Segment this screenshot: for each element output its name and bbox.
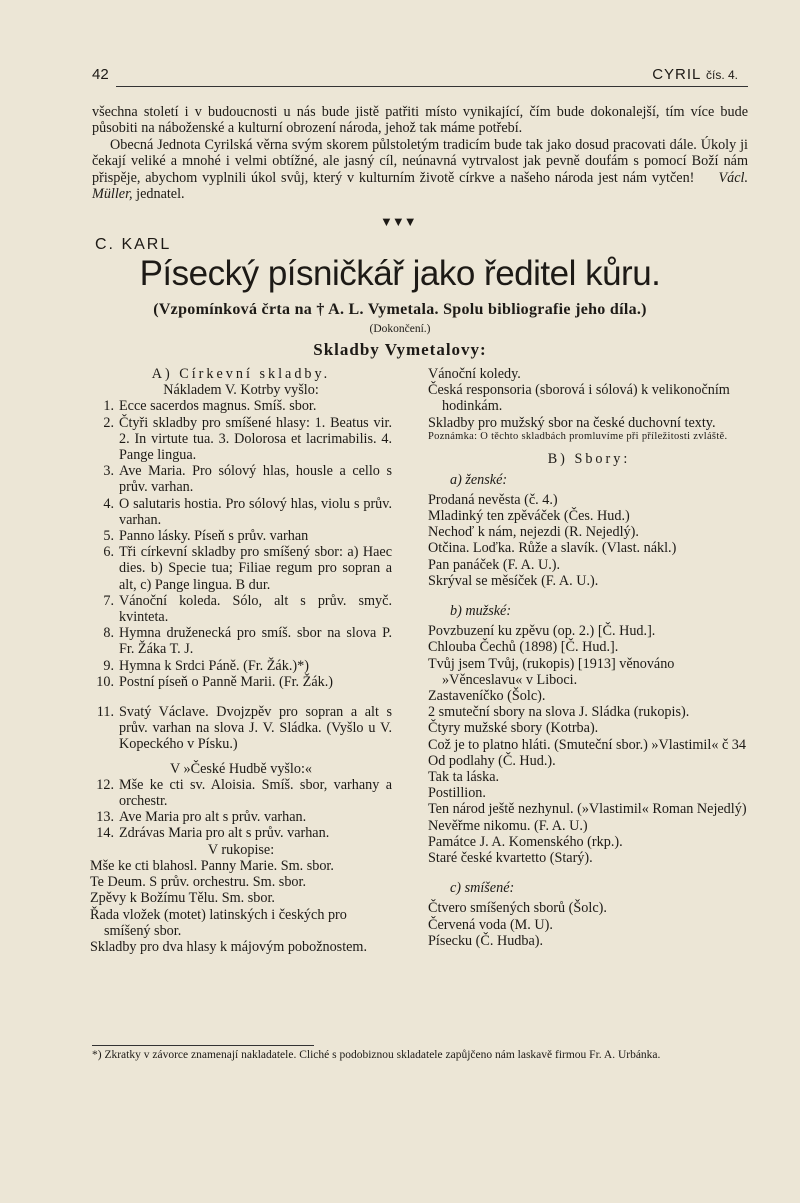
section-heading: Skladby Vymetalovy: — [313, 340, 487, 359]
list-item — [90, 463, 392, 495]
article-author: C. KARL — [95, 236, 172, 253]
list-item: Červená voda (M. U). — [428, 916, 553, 933]
intro-paragraph-2 — [92, 137, 748, 203]
item-text: Svatý Václave. Dvojzpěv pro sopran a alt s prův. varhan na slova J. V. Sládka. (Vyšlo u V. Kopeckého v Písku.) — [119, 704, 392, 753]
list-item — [90, 544, 392, 593]
list-item: 2 smuteční sbory na slova J. Sládka (rukopis). — [428, 704, 690, 721]
list-item: Te Deum. S prův. orchestru. Sm. sbor. — [90, 874, 306, 891]
manuscript-heading: V rukopise: — [207, 841, 275, 858]
page-header — [92, 66, 748, 90]
signature-role: jednatel. — [136, 186, 185, 203]
item-text: O salutaris hostia. Pro sólový hlas, violu s prův. varhan. — [119, 495, 392, 528]
list-item: Ten národ ještě nezhynul. (»Vlastimil« Roman Nejedlý) — [428, 801, 747, 818]
list-item: Chlouba Čechů (1898) [Č. Hud.]. — [428, 639, 619, 656]
list-item — [90, 398, 392, 414]
left-heading: A) Církevní skladby. — [151, 366, 331, 382]
list-item — [90, 593, 392, 625]
female-choirs-list — [428, 492, 750, 589]
list-item — [90, 777, 392, 809]
item-number: 9. — [103, 657, 114, 674]
item-number: 2. — [103, 414, 114, 431]
list-item: Čtyry mužské sbory (Kotrba). — [428, 720, 599, 737]
item-text: Hymna k Srdci Páně. (Fr. Žák.)*) — [119, 657, 309, 674]
publisher-line: Nákladem V. Kotrby vyšlo: — [163, 382, 319, 399]
item-number: 1. — [103, 398, 114, 415]
spacer — [90, 690, 392, 704]
item-number: 14. — [96, 825, 114, 842]
list-item: Řada vložek (motet) latinských i českých pro smíšený sbor. — [90, 906, 347, 939]
header-rule — [116, 86, 748, 87]
list-item: Otčina. Loďka. Růže a slavík. (Vlast. nákl.) — [428, 540, 677, 557]
note: Poznámka: O těchto skladbách promluvíme při příležitosti zvláště. — [428, 430, 728, 442]
list-item: Zastaveníčko (Šolc). — [428, 687, 546, 704]
list-item — [90, 825, 392, 841]
male-choirs-heading: b) mužské: — [450, 602, 512, 619]
list-item: Postillion. — [428, 785, 486, 802]
item-text: Ave Maria. Pro sólový hlas, housle a cello s prův. varhan. — [119, 463, 392, 496]
list-item: Tak ta láska. — [428, 768, 500, 785]
list-item — [90, 704, 392, 753]
list-item — [90, 528, 392, 544]
list-item: Mladinký ten zpěváček (Čes. Hud.) — [428, 507, 630, 524]
spacer — [428, 866, 750, 880]
intro-paragraph-2-text: Obecná Jednota Cyrilská věrna svým skorem půlstoletým tradicím bude tak jako dosud pracovati dále. Úkoly ji čekají veliké a mnohé i velmi obtížné, ale jasný cíl, neúnavná vytrvalost jak pevně doufám s pomocí Boží nám přispěje, abychom vyplnili úkol svůj, který v kulturním životě církve a našeho národa jest nám vytčen! — [92, 136, 748, 186]
list-item: Nevěřme nikomu. (F. A. U.) — [428, 817, 588, 834]
item-number: 5. — [103, 528, 114, 545]
item-number: 6. — [103, 544, 114, 561]
article-subtitle: (Vzpomínková črta na † A. L. Vymetala. Spolu bibliografie jeho díla.) — [153, 301, 647, 318]
list-item: Což je to platno hláti. (Smuteční sbor.) »Vlastimil« č 34 — [428, 736, 746, 753]
intro-text — [92, 104, 748, 202]
list-item — [90, 496, 392, 528]
female-choirs-heading: a) ženské: — [450, 471, 508, 488]
list-item: Pan panáček (F. A. U.). — [428, 556, 561, 573]
list-item — [90, 415, 392, 464]
spacer — [428, 443, 750, 451]
list-item: Tvůj jsem Tvůj, (rukopis) [1913] věnováno »Věnceslavu« v Liboci. — [428, 655, 675, 688]
male-choirs-list — [428, 623, 750, 866]
list-item: Staré české kvartetto (Starý). — [428, 849, 593, 866]
list-item — [90, 809, 392, 825]
list-item: Nechoď k nám, nejezdi (R. Nejedlý). — [428, 524, 639, 541]
list-item: Od podlahy (Č. Hud.). — [428, 752, 556, 769]
item-number: 11. — [96, 704, 114, 721]
ceske-hudbe-heading: V »České Hudbě vyšlo:« — [170, 760, 312, 777]
item-text: Postní píseň o Panně Marii. (Fr. Žák.) — [119, 673, 333, 690]
concluded-note: (Dokončení.) — [369, 323, 431, 335]
other-works-list — [428, 366, 750, 431]
issue-number: čís. 4. — [705, 68, 738, 82]
right-column — [428, 366, 750, 949]
list-item: Památce J. A. Komenského (rkp.). — [428, 833, 623, 850]
item-text: Hymna druženecká pro smíš. sbor na slova P. Fr. Žáka T. J. — [119, 625, 392, 658]
spacer — [428, 589, 750, 603]
journal-title — [652, 66, 738, 83]
list-item: Prodaná nevěsta (č. 4.) — [428, 491, 558, 508]
list-item: Skrýval se měsíček (F. A. U.). — [428, 572, 599, 589]
list-item: Mše ke cti blahosl. Panny Marie. Sm. sbor. — [90, 857, 334, 874]
item-number: 3. — [103, 463, 114, 480]
list-item: Skladby pro dva hlasy k májovým pobožnostem. — [90, 938, 368, 955]
list-item — [90, 625, 392, 657]
item-number: 4. — [103, 495, 114, 512]
item-text: Vánoční koleda. Sólo, alt s prův. smyč. kvinteta. — [119, 592, 392, 626]
page-number: 42 — [92, 66, 109, 83]
footnote: *) Zkratky v závorce znamenají nakladatele. Cliché s podobiznou skladatele zapůjčeno nám laskavě firmou Fr. A. Urbánka. — [92, 1049, 661, 1061]
article-title: Písecký písničkář jako ředitel kůru. — [139, 254, 661, 293]
spacer — [90, 753, 392, 761]
mixed-choirs-list — [428, 900, 750, 949]
list-item: Povzbuzení ku zpěvu (op. 2.) [Č. Hud.]. — [428, 623, 656, 640]
church-works-list — [90, 398, 392, 690]
item-number: 8. — [103, 625, 114, 642]
left-column — [90, 366, 392, 955]
list-item: Zpěvy k Božímu Tělu. Sm. sbor. — [90, 890, 275, 907]
list-item: Písecku (Č. Hudba). — [428, 932, 544, 949]
mixed-choirs-heading: c) smíšené: — [450, 880, 515, 897]
item-text: Tři církevní skladby pro smíšený sbor: a) Haec dies. b) Specie tua; Filiae regum pro sopran a alt, c) Pange lingua. B dur. — [119, 544, 392, 593]
list-item — [90, 658, 392, 674]
journal-name: CYRIL — [652, 66, 701, 83]
item-text: Ecce sacerdos magnus. Smíš. sbor. — [119, 398, 317, 415]
item-text: Panno lásky. Píseň s prův. varhan — [119, 528, 309, 545]
item-text: Ave Maria pro alt s prův. varhan. — [119, 809, 307, 826]
item-text: Zdrávas Maria pro alt s prův. varhan. — [119, 825, 330, 842]
item-text: Mše ke cti sv. Aloisia. Smíš. sbor, varhany a orchestr. — [119, 776, 392, 810]
manuscript-list — [90, 858, 392, 955]
ceske-hudbe-list — [90, 777, 392, 842]
item-number: 10. — [96, 673, 114, 690]
choirs-heading: B) Sbory: — [547, 451, 631, 468]
list-item: Česká responsoria (sborová i sólová) k velikonočním hodinkám. — [428, 382, 730, 415]
footnote-rule — [92, 1045, 314, 1046]
item-text: Čtyři skladby pro smíšené hlasy: 1. Beatus vir. 2. In virtute tua. 3. Dolorosa et lacrimabilis. 4. Pange lingua. — [119, 414, 392, 464]
list-item — [90, 674, 392, 690]
church-works-list-2 — [90, 704, 392, 753]
item-number: 12. — [96, 776, 114, 793]
item-number: 13. — [96, 809, 114, 826]
list-item: Skladby pro mužský sbor na české duchovní texty. — [428, 414, 716, 431]
divider-ornament: ▼▼▼ — [380, 214, 416, 229]
intro-paragraph-1: všechna století i v budoucnosti u nás bude jistě patřiti místo vynikající, čím bude dokonalejší, tím více bude působiti na náboženské a kulturní obrození národa, jehož tak máme potřebí. — [92, 104, 748, 137]
list-item: Čtvero smíšených sborů (Šolc). — [428, 900, 607, 917]
signature-name: Václ. Müller, — [92, 169, 749, 203]
item-number: 7. — [103, 592, 114, 609]
list-item: Vánoční koledy. — [428, 366, 521, 382]
